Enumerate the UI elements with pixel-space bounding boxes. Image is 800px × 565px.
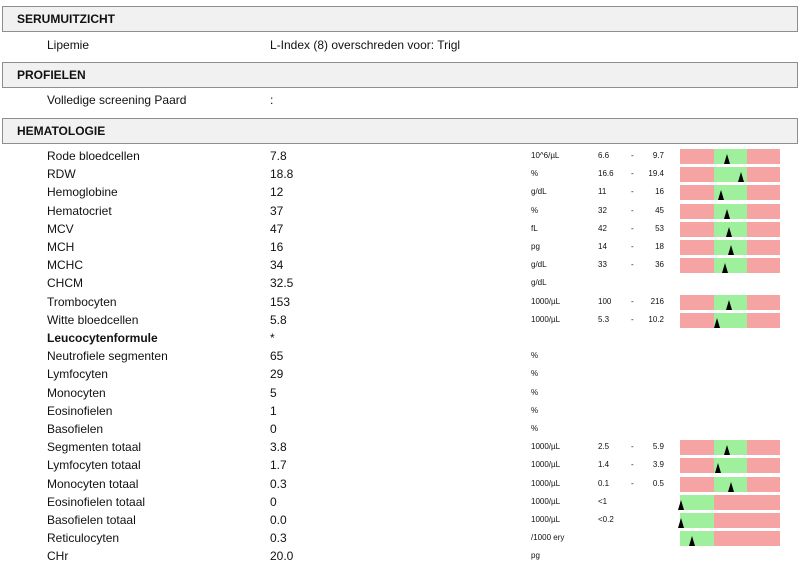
row-value: 29 — [270, 367, 284, 382]
row-value: 20.0 — [270, 549, 294, 564]
row-unit: g/dL — [531, 278, 547, 288]
row-unit: % — [531, 369, 539, 379]
value-marker-icon — [724, 154, 730, 164]
ref-separator: - — [631, 187, 634, 197]
ref-high: 0.5 — [652, 478, 664, 488]
row-value: * — [270, 331, 275, 345]
ref-low: 6.6 — [598, 151, 610, 160]
table-row — [0, 220, 800, 238]
value-marker-icon — [728, 482, 734, 492]
row-name: MCV — [47, 221, 74, 236]
in-range-zone — [680, 495, 714, 510]
ref-low: 5.3 — [598, 314, 610, 324]
table-row — [0, 402, 800, 420]
table-row — [0, 384, 800, 402]
in-range-zone — [714, 204, 747, 219]
table-row — [0, 365, 800, 383]
ref-low: 1.4 — [598, 460, 610, 470]
table-row — [0, 329, 800, 347]
table-row — [0, 274, 800, 292]
row-unit: 1000/µL — [531, 478, 561, 488]
in-range-zone — [714, 440, 747, 455]
ref-low: <1 — [598, 496, 608, 506]
reference-range-bar — [680, 149, 780, 164]
row-name: Eosinofielen — [47, 403, 113, 418]
table-row — [0, 456, 800, 474]
ref-separator: - — [631, 478, 634, 488]
row-value: 16 — [270, 240, 284, 254]
row-unit: /1000 ery — [531, 533, 565, 543]
row-unit: % — [531, 169, 539, 179]
row-name: CHCM — [47, 276, 83, 291]
value-marker-icon — [726, 227, 732, 237]
ref-low: 100 — [598, 296, 612, 306]
row-unit: 1000/µL — [531, 496, 561, 506]
table-row — [0, 438, 800, 456]
reference-range-bar — [680, 240, 780, 255]
row-value: 5.8 — [270, 312, 287, 327]
row-name: Basofielen — [47, 422, 104, 436]
ref-low: 2.5 — [598, 442, 610, 452]
value-marker-icon — [738, 172, 744, 182]
ref-high: 9.7 — [652, 151, 664, 160]
table-row — [0, 493, 800, 511]
row-value: 5 — [270, 385, 277, 400]
reference-range-bar — [680, 313, 780, 328]
table-row — [0, 183, 800, 201]
ref-separator: - — [631, 314, 634, 324]
ref-separator: - — [631, 460, 634, 470]
row-value: 0 — [270, 422, 277, 436]
row-unit: % — [531, 405, 539, 415]
table-row — [0, 475, 800, 493]
ref-high: 19.4 — [648, 169, 664, 179]
table-row — [0, 202, 800, 220]
ref-high: 16 — [655, 187, 664, 197]
row-value: 1.7 — [270, 458, 287, 473]
row-value: 37 — [270, 203, 284, 218]
value-marker-icon — [722, 263, 728, 273]
row-unit: % — [531, 351, 539, 361]
table-row — [0, 511, 800, 529]
row-lipemie — [0, 36, 800, 54]
ref-separator: - — [631, 442, 634, 452]
in-range-zone — [680, 531, 714, 546]
ref-high: 18 — [655, 242, 664, 251]
value-marker-icon — [728, 245, 734, 255]
row-value: 65 — [270, 349, 284, 364]
row-name: Lymfocyten totaal — [47, 458, 141, 473]
row-name: MCH — [47, 240, 75, 254]
row-unit: 1000/µL — [531, 460, 561, 470]
ref-high: 45 — [655, 205, 664, 215]
reference-range-bar — [680, 258, 780, 273]
row-name: RDW — [47, 167, 76, 182]
row-unit: % — [531, 424, 539, 433]
row-name: Basofielen totaal — [47, 513, 136, 527]
table-row — [0, 529, 800, 547]
row-unit: pg — [531, 242, 540, 251]
value-marker-icon — [724, 445, 730, 455]
ref-low: 14 — [598, 242, 607, 251]
row-value: 1 — [270, 403, 277, 418]
reference-range-bar — [680, 204, 780, 219]
section-header-serumuitzicht: SERUMUITZICHT — [2, 6, 798, 32]
ref-separator: - — [631, 260, 634, 270]
table-row — [0, 420, 800, 438]
row-value: 18.8 — [270, 167, 294, 182]
row-name: Witte bloedcellen — [47, 312, 139, 327]
reference-range-bar — [680, 222, 780, 237]
row-unit: % — [531, 387, 539, 397]
table-row — [0, 238, 800, 256]
in-range-zone — [714, 149, 747, 164]
value-marker-icon — [678, 500, 684, 510]
ref-high: 53 — [655, 223, 664, 233]
row-unit: 10^6/µL — [531, 151, 560, 160]
ref-low: 0.1 — [598, 478, 610, 488]
reference-range-bar — [680, 295, 780, 310]
ref-separator: - — [631, 242, 634, 251]
value-marker-icon — [689, 536, 695, 546]
section-header-profielen: PROFIELEN — [2, 62, 798, 88]
ref-high: 10.2 — [648, 314, 664, 324]
row-unit: 1000/µL — [531, 314, 561, 324]
ref-low: 33 — [598, 260, 607, 270]
value-marker-icon — [715, 463, 721, 473]
ref-separator: - — [631, 151, 634, 160]
in-range-zone — [680, 513, 714, 528]
row-value: 7.8 — [270, 149, 287, 163]
value-marker-icon — [678, 518, 684, 528]
ref-separator: - — [631, 205, 634, 215]
ref-low: 16.6 — [598, 169, 614, 179]
ref-low: 32 — [598, 205, 607, 215]
row-value: 32.5 — [270, 276, 294, 291]
table-row — [0, 347, 800, 365]
row-name: Eosinofielen totaal — [47, 494, 146, 509]
row-name: Rode bloedcellen — [47, 149, 140, 163]
row-name: Reticulocyten — [47, 531, 120, 546]
row-name: Monocyten — [47, 385, 106, 400]
row-value: 0.0 — [270, 513, 287, 527]
row-unit: % — [531, 205, 539, 215]
ref-low: <0.2 — [598, 515, 614, 524]
row-name: Lipemie — [47, 38, 90, 52]
row-name: Lymfocyten — [47, 367, 108, 382]
value-marker-icon — [724, 209, 730, 219]
table-row — [0, 147, 800, 165]
value-marker-icon — [718, 190, 724, 200]
row-value: 153 — [270, 294, 291, 309]
row-value: 0.3 — [270, 476, 287, 491]
reference-range-bar — [680, 440, 780, 455]
reference-range-bar — [680, 167, 780, 182]
value-marker-icon — [714, 318, 720, 328]
row-name: MCHC — [47, 258, 83, 273]
reference-range-bar — [680, 477, 780, 492]
reference-range-bar — [680, 513, 780, 528]
ref-low: 42 — [598, 223, 607, 233]
row-name: Neutrofiele segmenten — [47, 349, 168, 364]
row-value: 0.3 — [270, 531, 287, 546]
table-row — [0, 165, 800, 183]
ref-separator: - — [631, 169, 634, 179]
reference-range-bar — [680, 185, 780, 200]
ref-separator: - — [631, 223, 634, 233]
row-value: 34 — [270, 258, 284, 273]
reference-range-bar — [680, 531, 780, 546]
row-name: Volledige screening Paard — [47, 93, 187, 107]
row-name: Leucocytenformule — [47, 331, 158, 345]
row-name: Hemoglobine — [47, 185, 118, 200]
row-unit: g/dL — [531, 260, 547, 270]
row-value: 0 — [270, 494, 277, 509]
in-range-zone — [714, 258, 747, 273]
row-name: CHr — [47, 549, 69, 564]
row-unit: 1000/µL — [531, 442, 561, 452]
row-name: Segmenten totaal — [47, 440, 142, 455]
row-name: Trombocyten — [47, 294, 117, 309]
row-unit: 1000/µL — [531, 515, 561, 524]
section-header-hematologie: HEMATOLOGIE — [2, 118, 798, 144]
row-value: 47 — [270, 221, 284, 236]
row-name: Monocyten totaal — [47, 476, 139, 491]
table-row — [0, 293, 800, 311]
table-row — [0, 256, 800, 274]
row-name: Hematocriet — [47, 203, 112, 218]
row-value: 3.8 — [270, 440, 287, 455]
row-value: L-Index (8) overschreden voor: Trigl — [270, 38, 461, 52]
row-unit: fL — [531, 223, 538, 233]
reference-range-bar — [680, 458, 780, 473]
row-volledige-screening — [0, 91, 800, 109]
reference-range-bar — [680, 495, 780, 510]
row-unit: pg — [531, 551, 540, 561]
ref-high: 5.9 — [652, 442, 664, 452]
row-value: 12 — [270, 185, 284, 200]
ref-separator: - — [631, 296, 634, 306]
row-unit: 1000/µL — [531, 296, 561, 306]
ref-high: 36 — [655, 260, 664, 270]
table-row — [0, 547, 800, 565]
ref-high: 3.9 — [652, 460, 664, 470]
ref-low: 11 — [598, 187, 607, 197]
row-unit: g/dL — [531, 187, 547, 197]
ref-high: 216 — [650, 296, 664, 306]
table-row — [0, 311, 800, 329]
value-marker-icon — [726, 300, 732, 310]
row-value: : — [270, 93, 274, 107]
